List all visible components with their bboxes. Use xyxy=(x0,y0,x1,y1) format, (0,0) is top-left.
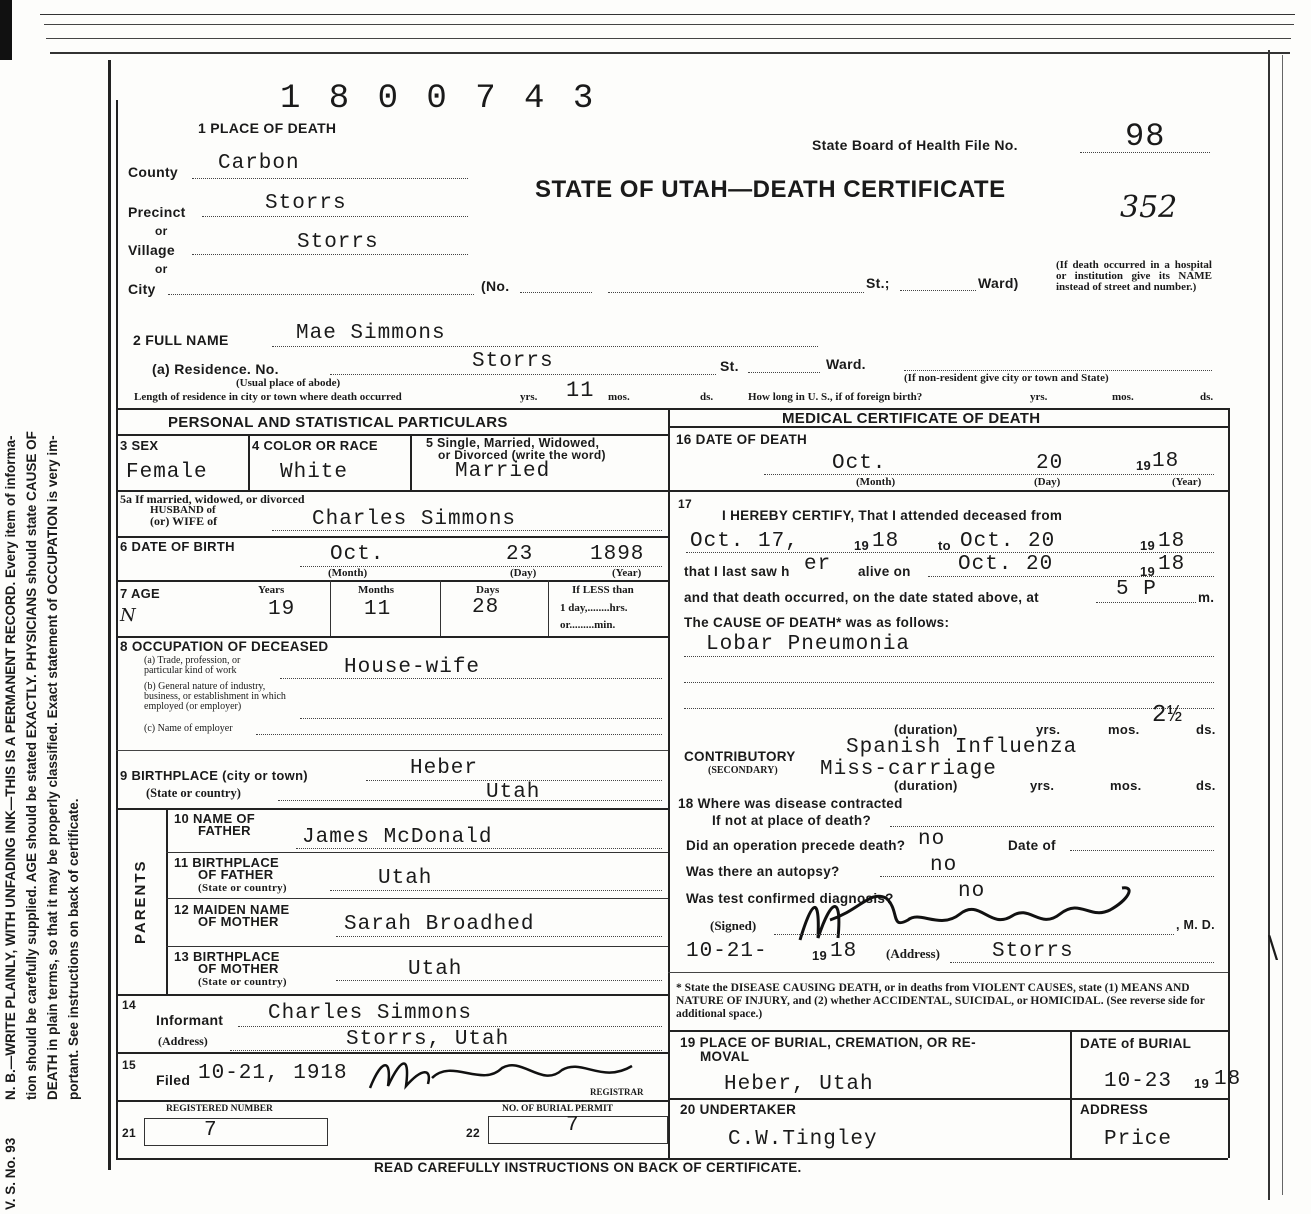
filed-number: 15 xyxy=(122,1058,136,1072)
margin-instructions xyxy=(0,90,84,1210)
usual-abode-note: (Usual place of abode) xyxy=(236,377,341,389)
row-line xyxy=(668,1030,1228,1032)
undertaker-value: C.W.Tingley xyxy=(728,1128,878,1151)
century-label: 19 xyxy=(1136,458,1152,473)
us-mos-label: mos. xyxy=(1112,391,1134,403)
occupation-a-label: (a) Trade, profession, or particular kind of work xyxy=(144,655,241,676)
county-line xyxy=(192,178,468,179)
signature-date: 10-21- xyxy=(686,940,768,963)
father-birthplace-value: Utah xyxy=(378,867,433,890)
last-saw-label: that I last saw h xyxy=(684,564,790,579)
duration-ds-label: ds. xyxy=(1196,722,1216,737)
ward-line xyxy=(900,290,976,291)
parents-label: PARENTS xyxy=(132,859,149,944)
cause-line-2 xyxy=(684,682,1214,683)
date-of-death-month: Oct. xyxy=(832,452,887,475)
registered-number-box xyxy=(144,1118,328,1146)
full-name-label: 2 FULL NAME xyxy=(133,332,229,348)
certificate-title: STATE OF UTAH—DEATH CERTIFICATE xyxy=(535,176,1006,203)
filed-date: 10-21, 1918 xyxy=(198,1062,348,1085)
dob-year-caption: (Year) xyxy=(612,567,642,579)
personal-heading: PERSONAL AND STATISTICAL PARTICULARS xyxy=(168,414,508,431)
place-of-death-heading: 1 PLACE OF DEATH xyxy=(198,120,337,136)
registered-number-value: 7 xyxy=(204,1119,218,1142)
undertaker-address-label: ADDRESS xyxy=(1080,1102,1149,1117)
city-no-label: (No. xyxy=(481,278,510,294)
occupation-c-line xyxy=(256,734,662,735)
or-label: or xyxy=(155,262,168,276)
attended-to-year: 18 xyxy=(1158,530,1186,553)
burial-permit-value: 7 xyxy=(566,1114,580,1137)
row-line xyxy=(116,1100,668,1102)
row-line xyxy=(116,994,668,996)
undertaker-label: 20 UNDERTAKER xyxy=(680,1102,797,1117)
paper-edge xyxy=(40,14,1295,15)
cause-line-1 xyxy=(684,656,1214,657)
registrar-label: REGISTRAR xyxy=(590,1087,644,1097)
row-line xyxy=(166,852,668,853)
cause-value: Lobar Pneumonia xyxy=(706,633,911,656)
physician-address-value: Storrs xyxy=(992,940,1074,963)
margin-line-3: DEATH in plain terms, so that it may be properly classified. Exact statement of OCCUPATION is very im- xyxy=(45,435,60,1100)
last-saw-line xyxy=(928,576,1214,577)
row-line xyxy=(668,490,1228,492)
father-birthplace-line xyxy=(330,890,662,891)
autopsy-label: Was there an autopsy? xyxy=(686,864,840,879)
row-line xyxy=(166,808,168,994)
attended-to-date: Oct. 20 xyxy=(960,530,1056,553)
duration-label: (duration) xyxy=(894,722,958,737)
vs-number: V. S. No. 93 xyxy=(3,1137,18,1210)
test-value: no xyxy=(958,880,986,903)
signature-line xyxy=(774,934,1174,935)
to-label: to xyxy=(938,538,951,553)
residence-line xyxy=(330,374,716,375)
filed-label: Filed xyxy=(156,1072,191,1088)
certificate-number: 1 8 0 0 7 4 3 xyxy=(280,80,598,118)
last-saw-date: Oct. 20 xyxy=(958,553,1054,576)
operation-label: Did an operation precede death? xyxy=(686,838,906,853)
duration-ds-label-2: ds. xyxy=(1196,778,1216,793)
row-line xyxy=(668,972,1228,973)
form-right-border xyxy=(1228,408,1230,1158)
form-left-border xyxy=(108,60,111,1170)
paper-edge xyxy=(1268,50,1270,1200)
certify-label: I HEREBY CERTIFY, That I attended deceased from xyxy=(722,508,1063,523)
operation-date-label: Date of xyxy=(1008,838,1056,853)
row-line xyxy=(116,636,668,638)
death-time-m-label: m. xyxy=(1198,590,1215,605)
margin-line-4: portant. See instructions on back of certificate. xyxy=(66,798,81,1100)
mother-birthplace-line xyxy=(336,980,662,981)
row-line xyxy=(668,426,1228,428)
test-label: Was test confirmed diagnosis? xyxy=(686,891,894,906)
row-line xyxy=(668,1098,1228,1100)
century-label: 19 xyxy=(854,538,870,553)
birthplace-state-line xyxy=(278,800,662,801)
dod-month-caption: (Month) xyxy=(856,476,896,488)
duration-label-2: (duration) xyxy=(894,778,958,793)
color-value: White xyxy=(280,461,349,484)
informant-value: Charles Simmons xyxy=(268,1002,473,1025)
section-divider xyxy=(116,408,1228,410)
physician-address-label: (Address) xyxy=(886,946,940,961)
autopsy-value: no xyxy=(930,854,958,877)
ds-label: ds. xyxy=(700,391,714,403)
age-years: 19 xyxy=(268,598,296,621)
century-label: 19 xyxy=(1140,538,1156,553)
attended-from-date: Oct. 17, xyxy=(690,530,799,553)
father-birthplace-label: 11 BIRTHPLACE OF FATHER (State or country) xyxy=(174,855,287,894)
informant-label: Informant xyxy=(156,1012,224,1028)
dob-month-caption: (Month) xyxy=(328,567,368,579)
burial-year-value: 18 xyxy=(1214,1068,1242,1091)
dob-year: 1898 xyxy=(590,543,645,566)
physician-address-line xyxy=(950,962,1214,963)
disease-contracted-line xyxy=(890,826,1214,827)
village-value: Storrs xyxy=(297,231,379,254)
months-label: Months xyxy=(358,584,395,596)
spouse-label-2: HUSBAND of xyxy=(150,504,216,516)
md-label: , M. D. xyxy=(1176,918,1215,932)
attended-from-year: 18 xyxy=(872,530,900,553)
duration-yrs-label: yrs. xyxy=(1036,722,1061,737)
age-days: 28 xyxy=(472,596,500,619)
duration-mos-label: mos. xyxy=(1108,722,1140,737)
margin-scribble: \ xyxy=(1268,930,1279,965)
birthplace-state: Utah xyxy=(486,781,541,804)
precinct-label: Precinct xyxy=(128,204,186,220)
row-line xyxy=(248,434,250,490)
marital-value: Married xyxy=(455,460,551,483)
margin-line-2: tion should be carefully supplied. AGE should be stated EXACTLY. PHYSICIANS should state CAUSE OF xyxy=(24,431,39,1100)
informant-address-label: (Address) xyxy=(158,1034,208,1048)
yrs-label: yrs. xyxy=(520,391,538,403)
mother-birthplace-label: 13 BIRTHPLACE OF MOTHER (State or country) xyxy=(174,949,287,988)
operation-value: no xyxy=(918,828,946,851)
footnote: * State the DISEASE CAUSING DEATH, or in deaths from VIOLENT CAUSES, state (1) MEANS AND NATURE OF INJURY, and (2) whether ACCIDENTAL, SUICIDAL, or HOMICIDAL. (See reverse side for additional space.) xyxy=(676,982,1205,1020)
last-saw-year: 18 xyxy=(1158,553,1186,576)
less-than-label-3: or.........min. xyxy=(560,619,616,631)
precinct-line xyxy=(202,216,468,217)
age-months: 11 xyxy=(364,598,392,621)
file-number-label: State Board of Health File No. xyxy=(812,137,1018,153)
full-name-value: Mae Simmons xyxy=(296,322,446,345)
dob-day: 23 xyxy=(506,543,534,566)
burial-permit-field-number: 22 xyxy=(466,1126,480,1140)
burial-permit-label: NO. OF BURIAL PERMIT xyxy=(502,1104,614,1114)
file-number: 98 xyxy=(1125,118,1166,155)
row-line xyxy=(116,580,668,582)
undertaker-address-value: Price xyxy=(1104,1128,1173,1151)
not-place-of-death-label: If not at place of death? xyxy=(712,813,872,828)
precinct-value: Storrs xyxy=(265,192,347,215)
occupation-c-label: (c) Name of employer xyxy=(144,723,233,734)
county-label: County xyxy=(128,164,179,180)
medical-heading: MEDICAL CERTIFICATE OF DEATH xyxy=(782,410,1041,427)
row-line xyxy=(116,750,668,751)
signature-year: 18 xyxy=(830,940,858,963)
operation-date-line xyxy=(1070,850,1214,851)
residence-value: Storrs xyxy=(472,350,554,373)
county-value: Carbon xyxy=(218,152,300,175)
row-line xyxy=(116,808,668,810)
street-label: St.; xyxy=(866,275,890,291)
spouse-label-3: (or) WIFE of xyxy=(150,514,218,528)
certify-number: 17 xyxy=(678,497,692,511)
village-line xyxy=(192,254,468,255)
burial-date-value: 10-23 xyxy=(1104,1070,1173,1093)
less-than-label-2: 1 day,........hrs. xyxy=(560,602,628,614)
contributory-label: CONTRIBUTORY xyxy=(684,749,796,764)
footer-instructions: READ CAREFULLY INSTRUCTIONS ON BACK OF CERTIFICATE. xyxy=(374,1160,802,1175)
paper-edge xyxy=(50,52,1290,54)
or-label: or xyxy=(155,224,168,238)
row-line xyxy=(548,580,549,636)
years-label: Years xyxy=(258,584,285,596)
form-inner-border xyxy=(116,100,118,1160)
burial-place-value: Heber, Utah xyxy=(724,1073,874,1096)
village-label: Village xyxy=(128,242,175,258)
duration-yrs-label-2: yrs. xyxy=(1030,778,1055,793)
residence-street-label: St. xyxy=(720,358,739,374)
paper-edge xyxy=(1282,55,1283,1195)
death-time-label: and that death occurred, on the date stated above, at xyxy=(684,590,1039,605)
date-of-death-year: 18 xyxy=(1152,450,1180,473)
mother-name-line xyxy=(336,936,662,937)
father-label: 10 NAME OF FATHER xyxy=(174,811,256,838)
dod-year-caption: (Year) xyxy=(1172,476,1202,488)
row-line xyxy=(116,536,668,538)
less-than-label-1: If LESS than xyxy=(572,584,634,596)
mother-birthplace-value: Utah xyxy=(408,958,463,981)
file-number-extra: 352 xyxy=(1120,190,1178,225)
paper-edge xyxy=(44,24,1294,25)
informant-number: 14 xyxy=(122,998,136,1012)
row-line xyxy=(440,580,441,636)
spouse-value: Charles Simmons xyxy=(312,508,517,531)
city-street-line xyxy=(608,292,864,293)
ward-label: Ward) xyxy=(978,275,1019,291)
marital-label-1: 5 Single, Married, Widowed, xyxy=(426,436,600,450)
cause-line-3 xyxy=(684,708,1214,709)
occupation-label: 8 OCCUPATION OF DECEASED xyxy=(120,639,329,654)
state-country-label: (State or country) xyxy=(146,786,241,800)
informant-line xyxy=(238,1026,662,1027)
dob-day-caption: (Day) xyxy=(510,567,537,579)
birthplace-city: Heber xyxy=(410,757,479,780)
duration-value: 2½ xyxy=(1152,702,1183,729)
row-line xyxy=(1070,1030,1072,1158)
informant-address-value: Storrs, Utah xyxy=(346,1028,510,1051)
century-label: 19 xyxy=(812,948,828,963)
secondary-label: (SECONDARY) xyxy=(708,765,778,776)
residence-ward-label: Ward. xyxy=(826,356,866,372)
alive-on-label: alive on xyxy=(858,564,911,579)
color-label: 4 COLOR OR RACE xyxy=(252,438,378,453)
registered-number-label: REGISTERED NUMBER xyxy=(166,1104,273,1114)
row-line xyxy=(410,434,412,490)
residence-months: 11 xyxy=(566,378,595,403)
spouse-label-1: 5a If married, widowed, or divorced xyxy=(120,492,305,506)
us-yrs-label: yrs. xyxy=(1030,391,1048,403)
last-saw-pronoun: er xyxy=(804,553,832,576)
column-divider xyxy=(668,408,670,1158)
sex-value: Female xyxy=(126,461,208,484)
non-resident-note: (If non-resident give city or town and State) xyxy=(904,372,1109,384)
marital-label-2: or Divorced (write the word) xyxy=(438,448,606,462)
registered-number-field-number: 21 xyxy=(122,1126,136,1140)
scan-edge xyxy=(0,0,12,60)
us-residence-label: How long in U. S., if of foreign birth? xyxy=(748,391,923,403)
row-line xyxy=(330,580,331,636)
sex-label: 3 SEX xyxy=(120,438,159,453)
paper-edge xyxy=(46,38,1291,39)
residence-street-line xyxy=(748,372,820,373)
us-ds-label: ds. xyxy=(1200,391,1214,403)
occupation-value: House-wife xyxy=(344,656,481,679)
father-value: James McDonald xyxy=(302,826,493,849)
signed-label: (Signed) xyxy=(710,918,757,933)
city-no-line xyxy=(520,292,592,293)
margin-line-1: N. B.—WRITE PLAINLY, WITH UNFADING INK—THIS IS A PERMANENT RECORD. Every item of informa- xyxy=(3,435,18,1100)
occupation-b-label: (b) General nature of industry, business, or establishment in which employed (or employer) xyxy=(144,681,286,712)
century-label: 19 xyxy=(1194,1076,1210,1091)
residence-ward-line xyxy=(904,370,1212,371)
dob-label: 6 DATE OF BIRTH xyxy=(120,539,235,554)
row-line xyxy=(166,946,668,947)
city-line xyxy=(168,294,474,295)
century-label: 19 xyxy=(1140,564,1156,579)
contributory-value-1: Spanish Influenza xyxy=(846,736,1078,759)
age-mark: N xyxy=(120,605,136,626)
contributory-value-2: Miss-carriage xyxy=(820,758,997,781)
burial-date-label: DATE of BURIAL xyxy=(1080,1036,1192,1051)
days-label: Days xyxy=(476,584,500,596)
cause-label: The CAUSE OF DEATH* was as follows: xyxy=(684,615,950,630)
birthplace-label: 9 BIRTHPLACE (city or town) xyxy=(120,768,308,783)
city-label: City xyxy=(128,281,156,297)
burial-place-label: 19 PLACE OF BURIAL, CREMATION, OR RE- MOVAL xyxy=(680,1035,976,1064)
disease-contracted-label: 18 Where was disease contracted xyxy=(678,796,903,811)
length-residence-label: Length of residence in city or town where death occurred xyxy=(134,391,402,403)
death-time-line xyxy=(1096,602,1196,603)
residence-label: (a) Residence. No. xyxy=(152,361,279,377)
dob-month: Oct. xyxy=(330,543,385,566)
date-of-death-label: 16 DATE OF DEATH xyxy=(676,432,808,447)
row-line xyxy=(166,898,668,899)
mother-name-value: Sarah Broadhed xyxy=(344,913,535,936)
mother-name-label: 12 MAIDEN NAME OF MOTHER xyxy=(174,902,290,929)
date-of-death-day: 20 xyxy=(1036,452,1064,475)
mos-label: mos. xyxy=(608,391,630,403)
duration-mos-label-2: mos. xyxy=(1110,778,1142,793)
occupation-b-line xyxy=(300,718,662,719)
death-time-value: 5 P xyxy=(1116,578,1157,601)
dod-day-caption: (Day) xyxy=(1034,476,1061,488)
hospital-note: (If death occurred in a hospital or institution give its NAME instead of street and number.) xyxy=(1056,259,1212,293)
age-label: 7 AGE xyxy=(120,586,161,601)
full-name-line xyxy=(272,346,818,347)
